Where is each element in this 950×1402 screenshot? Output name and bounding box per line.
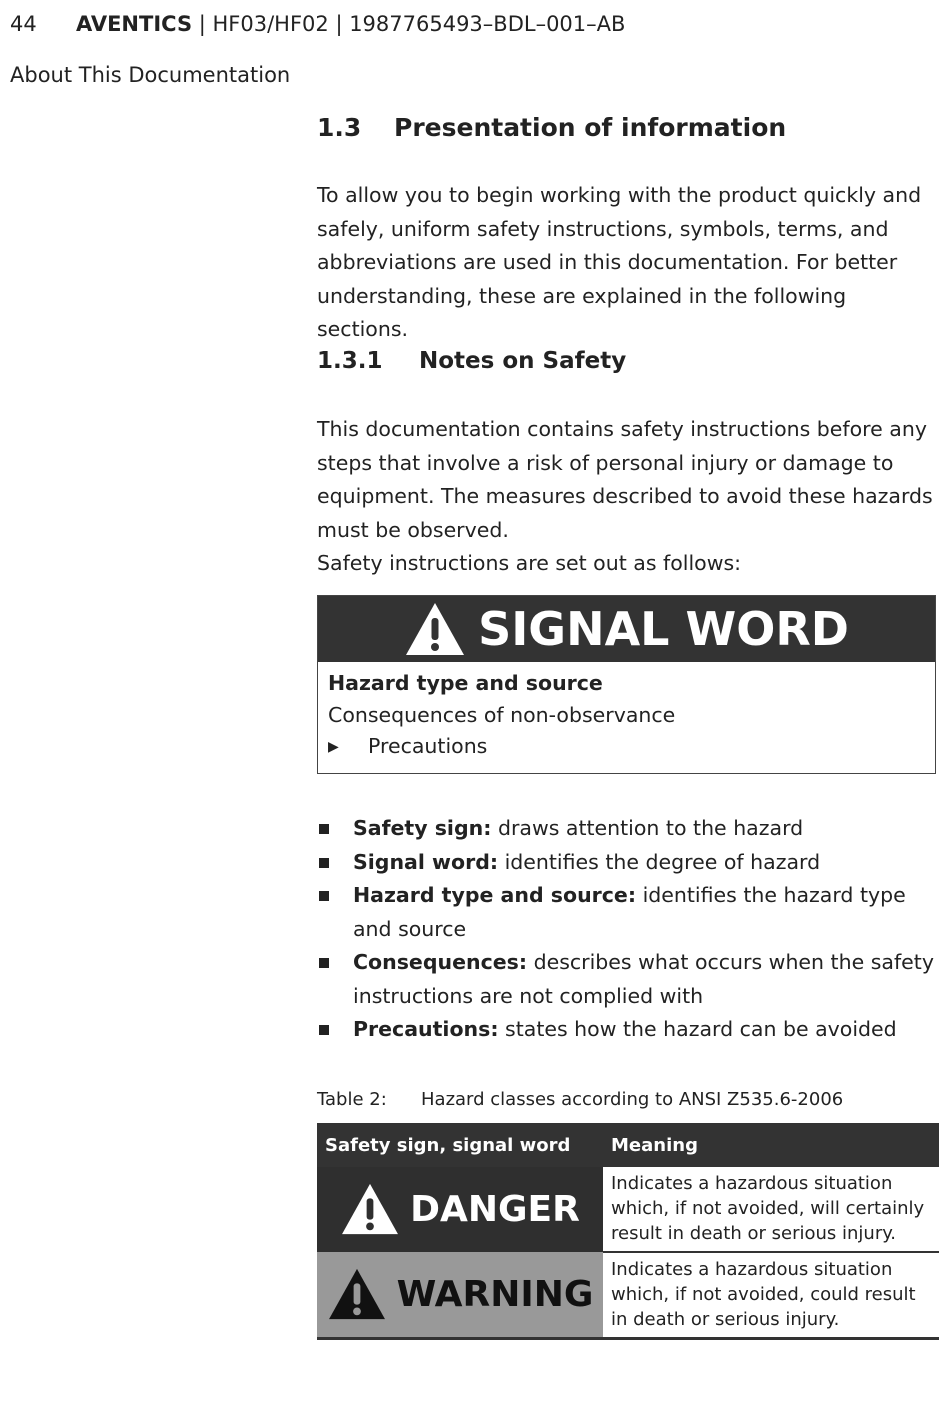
square-bullet-icon — [319, 891, 329, 901]
list-item — [317, 879, 937, 946]
danger-signal-word: DANGER — [410, 1188, 580, 1230]
list-term: Signal word: — [353, 849, 499, 874]
consequence-line: Consequences of non-observance — [328, 703, 676, 727]
safety-paragraph-2: Safety instructions are set out as follows: — [317, 551, 742, 575]
table-label: Table 2: — [317, 1089, 387, 1110]
page-number: 44 — [10, 12, 37, 36]
danger-sign-cell — [317, 1167, 603, 1252]
square-bullet-icon — [319, 958, 329, 968]
warning-triangle-icon — [404, 601, 466, 657]
section-heading — [317, 113, 786, 142]
table-row — [317, 1167, 939, 1252]
list-term: Hazard type and source: — [353, 883, 637, 907]
list-item — [317, 1013, 937, 1047]
list-text: describes what occurs when the safety instructions are not complied with — [353, 950, 934, 1008]
safety-paragraph: This documentation contains safety instructions before any steps that involve a risk of personal injury or damage to equipment. The measures described to avoid these hazards must be observed. — [317, 417, 933, 542]
warning-sign-cell — [317, 1252, 603, 1339]
list-text: draws attention to the hazard — [491, 816, 804, 840]
document-reference: | HF03/HF02 | 1987765493–BDL–001–AB — [192, 12, 626, 36]
square-bullet-icon — [319, 1025, 329, 1035]
table-title: Hazard classes according to ANSI Z535.6-2006 — [421, 1089, 844, 1110]
list-term: Precautions: — [353, 1017, 499, 1041]
play-triangle-icon: ▶ — [328, 739, 339, 755]
explanation-list — [317, 812, 937, 1047]
list-item — [317, 846, 937, 880]
section-title: Presentation of information — [394, 113, 787, 142]
square-bullet-icon — [319, 824, 329, 834]
brand-name: AVENTICS — [76, 12, 193, 36]
safety-text — [317, 413, 937, 581]
signal-word-box — [317, 595, 936, 774]
precaution-text: Precautions — [368, 734, 488, 758]
list-term: Consequences: — [353, 950, 528, 974]
warning-triangle-icon — [327, 1267, 387, 1321]
column-header-meaning: Meaning — [603, 1123, 939, 1167]
hazard-classes-table — [317, 1123, 939, 1340]
hazard-line: Hazard type and source — [328, 671, 603, 695]
chapter-label: About This Documentation — [10, 63, 291, 87]
list-text: identifies the hazard type and source — [353, 883, 906, 941]
precaution-line — [328, 734, 935, 758]
list-item — [317, 812, 937, 846]
list-text: states how the hazard can be avoided — [498, 1017, 897, 1041]
subsection-number: 1.3.1 — [317, 348, 383, 374]
section-number: 1.3 — [317, 113, 362, 142]
table-caption — [317, 1089, 843, 1110]
intro-paragraph: To allow you to begin working with the product quickly and safely, uniform safety instructions, symbols, terms, and abbreviations are used in this documentation. For better understanding, these are explained in the following sections. — [317, 183, 922, 341]
list-term: Safety sign: — [353, 816, 492, 840]
square-bullet-icon — [319, 858, 329, 868]
subsection-heading — [317, 348, 626, 374]
column-header-signal: Safety sign, signal word — [317, 1123, 603, 1167]
page-header — [10, 12, 625, 36]
table-row — [317, 1252, 939, 1339]
list-text: identifies the degree of hazard — [498, 849, 821, 874]
list-item — [317, 946, 937, 1013]
table-header-row — [317, 1123, 939, 1167]
danger-meaning: Indicates a hazardous situation which, if not avoided, will certainly result in death or serious injury. — [603, 1167, 939, 1252]
signal-word: SIGNAL WORD — [478, 602, 849, 656]
warning-meaning: Indicates a hazardous situation which, if not avoided, could result in death or serious injury. — [603, 1252, 939, 1339]
signal-banner — [318, 596, 935, 662]
warning-triangle-icon — [340, 1182, 400, 1236]
warning-signal-word: WARNING — [396, 1273, 594, 1315]
subsection-title: Notes on Safety — [419, 348, 627, 374]
